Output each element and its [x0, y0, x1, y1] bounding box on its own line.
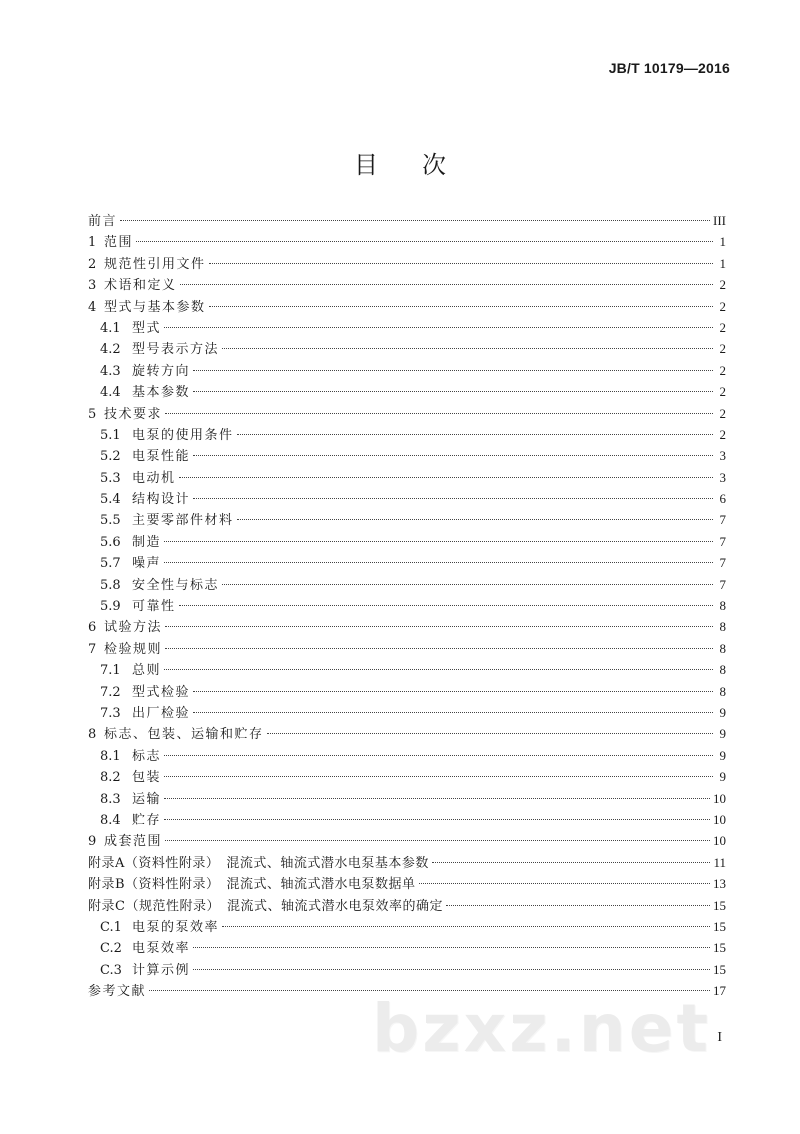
toc-entry-label: 型式检验	[132, 684, 191, 700]
dot-leader	[222, 348, 713, 349]
toc-entry-label: 贮存	[132, 812, 162, 828]
standard-code: JB/T 10179—2016	[608, 60, 730, 76]
toc-entry-number: 5.8	[100, 577, 121, 593]
toc-entry-page: 7	[719, 533, 726, 549]
toc-entry-page: 2	[719, 298, 726, 314]
toc-entry-page: 13	[713, 876, 726, 892]
toc-entry[interactable]	[88, 360, 726, 381]
toc-entry[interactable]	[88, 723, 726, 744]
toc-entry-page: 2	[719, 426, 726, 442]
toc-entry-label: 包装	[132, 770, 162, 786]
toc-entry-label: 型式	[132, 320, 162, 336]
dot-leader	[193, 969, 710, 970]
toc-entry[interactable]	[88, 552, 726, 573]
toc-entry-label: 技术要求	[104, 406, 163, 422]
toc-entry-label: 结构设计	[132, 492, 191, 508]
toc-entry-page: 10	[713, 790, 726, 806]
toc-entry-page: 3	[719, 448, 726, 464]
dot-leader	[237, 434, 713, 435]
dot-leader	[136, 241, 713, 242]
toc-entry-page: 8	[719, 683, 726, 699]
toc-entry-label: 附录B（资料性附录） 混流式、轴流式潜水电泵数据单	[88, 877, 416, 893]
toc-entry[interactable]	[88, 809, 726, 830]
dot-leader	[237, 519, 713, 520]
dot-leader	[164, 819, 710, 820]
toc-entry-number: C.3	[100, 962, 122, 978]
toc-entry-label: 总则	[132, 663, 162, 679]
toc-entry[interactable]	[88, 873, 726, 894]
toc-entry[interactable]	[88, 210, 726, 231]
toc-entry[interactable]	[88, 403, 726, 424]
toc-entry-label: 规范性引用文件	[104, 256, 206, 272]
dot-leader	[419, 883, 710, 884]
toc-entry-number: 5	[88, 406, 97, 422]
toc-entry-page: 9	[719, 769, 726, 785]
toc-entry-label: 电动机	[132, 470, 176, 486]
toc-entry-label: 检验规则	[104, 641, 163, 657]
toc-entry[interactable]	[88, 788, 726, 809]
toc-entry-number: 8.1	[100, 748, 121, 764]
toc-entry-label: 可靠性	[132, 599, 176, 615]
toc-entry-label: 出厂检验	[132, 705, 191, 721]
toc-entry[interactable]	[88, 574, 726, 595]
toc-entry[interactable]	[88, 745, 726, 766]
toc-entry[interactable]	[88, 659, 726, 680]
toc-entry-page: 9	[719, 747, 726, 763]
toc-entry[interactable]	[88, 916, 726, 937]
toc-entry-page: 15	[713, 961, 726, 977]
toc-entry-page: 2	[719, 405, 726, 421]
toc-entry-number: 4.2	[100, 342, 121, 358]
toc-entry[interactable]	[88, 830, 726, 851]
dot-leader	[164, 669, 713, 670]
toc-entry-page: 1	[719, 255, 726, 271]
toc-entry[interactable]	[88, 509, 726, 530]
toc-entry[interactable]	[88, 959, 726, 980]
toc-entry-page: 7	[719, 512, 726, 528]
toc-entry-page: 2	[719, 341, 726, 357]
dot-leader	[193, 455, 713, 456]
toc-entry-number: 7.1	[100, 663, 121, 679]
dot-leader	[209, 306, 713, 307]
toc-entry-label: 电泵性能	[132, 449, 191, 465]
toc-entry-number: 5.4	[100, 492, 121, 508]
toc-entry[interactable]	[88, 381, 726, 402]
toc-entry-label: 运输	[132, 791, 162, 807]
dot-leader	[165, 413, 713, 414]
dot-leader	[222, 584, 713, 585]
toc-entry[interactable]	[88, 488, 726, 509]
toc-entry-page: 2	[719, 362, 726, 378]
toc-entry[interactable]	[88, 296, 726, 317]
toc-entry-number: 6	[88, 620, 97, 636]
toc-entry-label: 附录A（资料性附录） 混流式、轴流式潜水电泵基本参数	[88, 855, 429, 871]
dot-leader	[164, 562, 713, 563]
dot-leader	[446, 905, 710, 906]
toc-entry-page: 17	[713, 983, 726, 999]
dot-leader	[164, 327, 713, 328]
toc-entry-number: 4.3	[100, 363, 121, 379]
toc-entry[interactable]	[88, 702, 726, 723]
dot-leader	[164, 541, 713, 542]
toc-entry[interactable]	[88, 231, 726, 252]
toc-title-char-1: 目	[354, 151, 378, 179]
toc-entry-label: 旋转方向	[132, 363, 191, 379]
toc-entry-label: 安全性与标志	[132, 577, 220, 593]
toc-entry-number: 5.6	[100, 534, 121, 550]
dot-leader	[209, 263, 713, 264]
toc-entry-number: 4	[88, 299, 97, 315]
dot-leader	[222, 926, 710, 927]
toc-entry-label: 制造	[132, 534, 162, 550]
toc-entry-page: 9	[719, 704, 726, 720]
toc-entry-page: 7	[719, 576, 726, 592]
toc-entry-label: 成套范围	[104, 834, 163, 850]
toc-entry-number: 8.4	[100, 812, 121, 828]
toc-entry[interactable]	[88, 937, 726, 958]
dot-leader	[193, 947, 710, 948]
toc-entry-page: 2	[719, 384, 726, 400]
toc-entry-page: 8	[719, 640, 726, 656]
toc-entry-page: 8	[719, 598, 726, 614]
toc-entry-number: 8.2	[100, 770, 121, 786]
toc-entry-number: 8	[88, 727, 97, 743]
toc-entry-page: 15	[713, 940, 726, 956]
toc-entry-number: 7.2	[100, 684, 121, 700]
toc-entry-label: 主要零部件材料	[132, 513, 234, 529]
toc-entry[interactable]	[88, 852, 726, 873]
toc-entry-number: 5.5	[100, 513, 121, 529]
toc-entry-label: 标志、包装、运输和贮存	[104, 727, 264, 743]
toc-entry-number: 7.3	[100, 705, 121, 721]
dot-leader	[120, 220, 710, 221]
toc-entry[interactable]	[88, 638, 726, 659]
toc-entry-page: 8	[719, 662, 726, 678]
toc-entry-label: 附录C（规范性附录） 混流式、轴流式潜水电泵效率的确定	[88, 898, 443, 914]
toc-entry-label: 电泵效率	[132, 941, 191, 957]
toc-entry[interactable]	[88, 616, 726, 637]
dot-leader	[179, 605, 713, 606]
toc-entry-number: 7	[88, 641, 97, 657]
dot-leader	[165, 840, 710, 841]
toc-entry-label: 前言	[88, 214, 118, 229]
toc-entry-label: 术语和定义	[104, 278, 177, 294]
toc-entry[interactable]	[88, 766, 726, 787]
toc-entry-page: 6	[719, 491, 726, 507]
toc-entry-number: 4.1	[100, 320, 121, 336]
dot-leader	[193, 498, 713, 499]
dot-leader	[165, 626, 713, 627]
toc-entry-page: 1	[719, 234, 726, 250]
toc-entry[interactable]	[88, 595, 726, 616]
toc-entry[interactable]	[88, 531, 726, 552]
toc-entry-number: 9	[88, 834, 97, 850]
toc-entry-label: 参考文献	[88, 984, 147, 1000]
toc-entry-page: 3	[719, 469, 726, 485]
toc-entry[interactable]	[88, 253, 726, 274]
toc-title	[0, 145, 800, 180]
toc-entry-label: 计算示例	[132, 962, 191, 978]
toc-entry-page: 2	[719, 277, 726, 293]
toc-entry-page: 9	[719, 726, 726, 742]
page-number: I	[717, 1030, 722, 1045]
dot-leader	[193, 370, 713, 371]
table-of-contents	[88, 210, 726, 1001]
toc-entry-page: 15	[713, 918, 726, 934]
toc-entry[interactable]	[88, 467, 726, 488]
dot-leader	[193, 391, 713, 392]
toc-entry-number: 4.4	[100, 385, 121, 401]
toc-entry[interactable]	[88, 445, 726, 466]
toc-entry-label: 标志	[132, 748, 162, 764]
dot-leader	[179, 477, 713, 478]
dot-leader	[164, 755, 713, 756]
toc-entry-label: 基本参数	[132, 385, 191, 401]
toc-entry-number: 5.1	[100, 427, 121, 443]
toc-entry-number: 5.9	[100, 599, 121, 615]
toc-entry-number: 3	[88, 278, 97, 294]
toc-entry[interactable]	[88, 274, 726, 295]
toc-entry-number: C.1	[100, 919, 122, 935]
toc-entry-label: 电泵的泵效率	[132, 919, 220, 935]
toc-entry-number: 5.3	[100, 470, 121, 486]
toc-entry-number: 1	[88, 235, 97, 251]
dot-leader	[432, 862, 711, 863]
toc-entry-page: III	[713, 213, 726, 228]
dot-leader	[193, 712, 713, 713]
toc-entry-label: 型式与基本参数	[104, 299, 206, 315]
toc-entry[interactable]	[88, 895, 726, 916]
toc-entry-label: 型号表示方法	[132, 342, 220, 358]
toc-entry-number: 2	[88, 256, 97, 272]
toc-entry-page: 11	[713, 854, 726, 870]
toc-entry-label: 范围	[104, 235, 134, 251]
toc-entry-page: 15	[713, 897, 726, 913]
toc-entry[interactable]	[88, 424, 726, 445]
toc-entry-number: 8.3	[100, 791, 121, 807]
dot-leader	[180, 284, 713, 285]
dot-leader	[165, 648, 713, 649]
toc-entry-page: 2	[719, 319, 726, 335]
toc-entry-number: 5.7	[100, 556, 121, 572]
toc-entry-number: C.2	[100, 941, 122, 957]
toc-entry-page: 10	[713, 833, 726, 849]
toc-entry-label: 噪声	[132, 556, 162, 572]
dot-leader	[164, 776, 713, 777]
toc-entry[interactable]	[88, 681, 726, 702]
toc-entry-label: 试验方法	[104, 620, 163, 636]
dot-leader	[267, 733, 713, 734]
toc-entry-page: 7	[719, 555, 726, 571]
toc-entry[interactable]	[88, 338, 726, 359]
toc-title-char-2: 次	[422, 151, 446, 179]
toc-entry-label: 电泵的使用条件	[132, 427, 234, 443]
toc-entry-page: 8	[719, 619, 726, 635]
toc-entry-number: 5.2	[100, 449, 121, 465]
watermark: bzxz.net	[372, 990, 712, 1067]
dot-leader	[193, 691, 713, 692]
dot-leader	[164, 798, 710, 799]
toc-entry[interactable]	[88, 317, 726, 338]
toc-entry-page: 10	[713, 811, 726, 827]
